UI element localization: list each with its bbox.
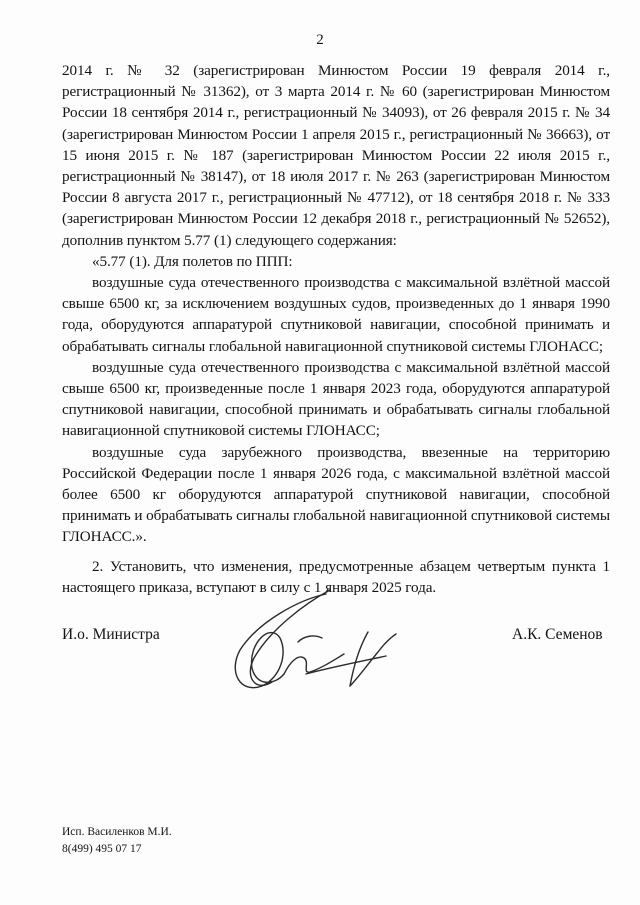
executor-footer bbox=[62, 824, 172, 858]
clause-item-domestic-post2023: воздушные суда отечественного производства с максимальной взлётной массой свыше 6500 кг, произведенные после 1 января 2023 года, оборудуются аппаратурой спутниковой навигации, способной принимать и обрабатывать сигналы глобальной навигационной спутниковой системы ГЛОНАСС; bbox=[62, 358, 610, 440]
clause-item-foreign-post2026: воздушные суда зарубежного производства, ввезенные на территорию Российской Федерации после 1 января 2026 года, с максимальной взлётной массой более 6500 кг оборудуются аппаратурой спутниковой навигации, способной принимать и обрабатывать сигналы глобальной навигационной спутниковой системы ГЛОНАСС.». bbox=[62, 443, 610, 546]
document-body bbox=[62, 60, 610, 598]
clause-heading: «5.77 (1). Для полетов по ППП: bbox=[92, 252, 293, 270]
executor-phone: 8(499) 495 07 17 bbox=[62, 843, 142, 855]
signatory-role: И.о. Министра bbox=[62, 626, 160, 643]
executor-name: Исп. Василенков М.И. bbox=[62, 826, 172, 838]
handwritten-signature bbox=[218, 582, 418, 702]
clause-item-domestic-pre1990: воздушные суда отечественного производства с максимальной взлётной массой свыше 6500 кг, за исключением воздушных судов, произведенных до 1 января 1990 года, оборудуются аппаратурой спутниковой навигации, способной принимать и обрабатывать сигналы глобальной навигационной спутниковой системы ГЛОНАСС; bbox=[62, 274, 610, 355]
effective-date-paragraph: 2. Установить, что изменения, предусмотренные абзацем четвертым пункта 1 настоящего приказа, вступают в силу с 1 января 2025 года. bbox=[62, 557, 610, 596]
signatory-name: А.К. Семенов bbox=[512, 626, 603, 643]
page-number: 2 bbox=[316, 32, 324, 48]
amendment-paragraph: 2014 г. № 32 (зарегистрирован Минюстом России 19 февраля 2014 г., регистрационный № 31362), от 3 марта 2014 г. № 60 (зарегистрирован Минюстом России 18 сентября 2014 г., регистрационный № 34093), от 26 февраля 2015 г. № 34 (зарегистрирован Минюстом России 1 апреля 2015 г., регистрационный № 36663), от 15 июня 2015 г. № 187 (зарегистрирован Минюстом России 22 июля 2015 г., регистрационный № 38147), от 18 июля 2017 г. № 263 (зарегистрирован Минюстом России 8 августа 2017 г., регистрационный № 47712), от 18 сентября 2018 г. № 333 (зарегистрирован Минюстом России 12 декабря 2018 г., регистрационный № 52652), дополнив пунктом 5.77 (1) следующего содержания: bbox=[62, 62, 610, 249]
